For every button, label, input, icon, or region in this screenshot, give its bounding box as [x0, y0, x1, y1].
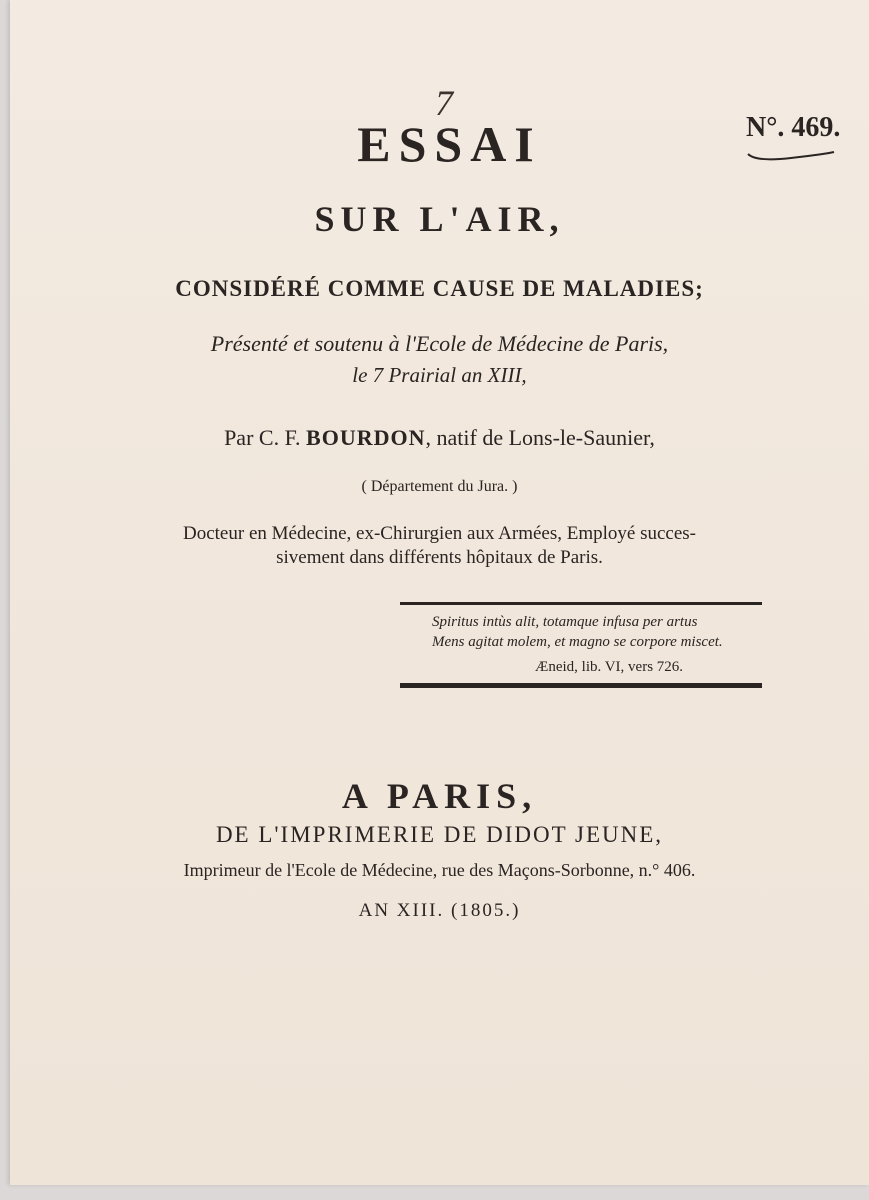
- presented-line: Présenté et soutenu à l'Ecole de Médecine de Paris,: [210, 331, 669, 356]
- imprint-city: A PARIS,: [341, 776, 538, 816]
- epigraph-top-rule: [400, 602, 762, 605]
- epigraph-line-1: Spiritus intùs alit, totamque infusa per artus: [432, 614, 698, 630]
- qualifications-line-1: Docteur en Médecine, ex-Chirurgien aux Armées, Employé succes-: [183, 523, 696, 544]
- catalog-number: N°. 469.: [746, 112, 841, 143]
- qualifications-line-2: sivement dans différents hôpitaux de Paris.: [276, 547, 603, 568]
- imprint-year: AN XIII. (1805.): [358, 900, 521, 921]
- page-subtitle: SUR L'AIR,: [314, 199, 565, 239]
- epigraph-line-2: Mens agitat molem, et magno se corpore miscet.: [432, 634, 723, 650]
- page-title: ESSAI: [357, 116, 542, 172]
- author-line: [10, 425, 869, 451]
- imprint-address: Imprimeur de l'Ecole de Médecine, rue des Maçons-Sorbonne, n.° 406.: [183, 860, 696, 880]
- author-suffix: , natif de Lons-le-Saunier,: [425, 425, 655, 450]
- date-line: le 7 Prairial an XIII,: [352, 363, 527, 387]
- department-line: ( Département du Jura. ): [361, 478, 518, 495]
- subject-line: CONSIDÉRÉ COMME CAUSE DE MALADIES;: [175, 276, 704, 301]
- qualifications: [10, 522, 869, 570]
- epigraph-citation: Æneid, lib. VI, vers 726.: [535, 659, 684, 675]
- title-page: [10, 0, 869, 1185]
- author-prefix: Par C. F.: [224, 425, 301, 450]
- epigraph-bottom-rule: [400, 683, 762, 688]
- author-name: BOURDON: [306, 425, 426, 450]
- imprint-printer: DE L'IMPRIMERIE DE DIDOT JEUNE,: [215, 822, 664, 847]
- handwritten-mark: 7: [435, 83, 453, 123]
